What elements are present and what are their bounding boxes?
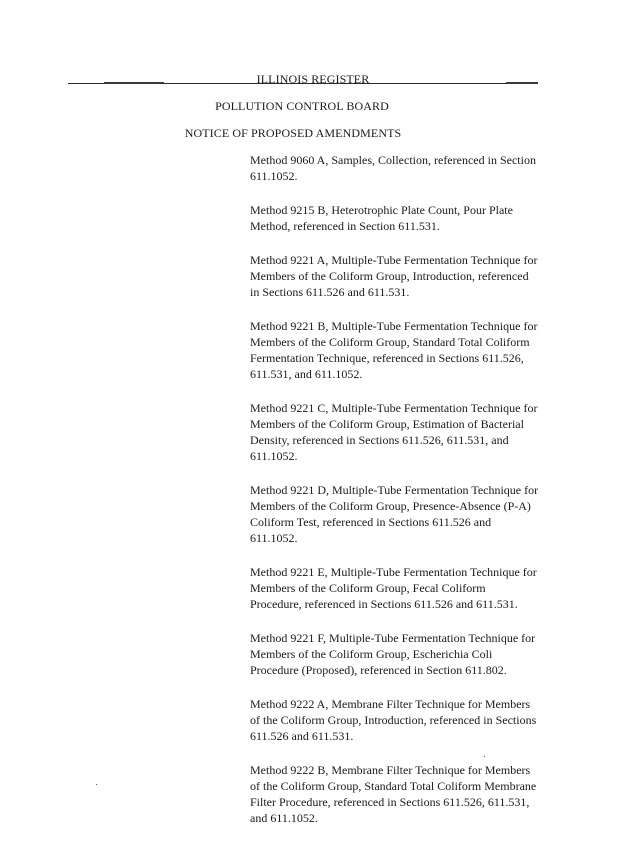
method-item: Method 9222 A, Membrane Filter Technique for Members of the Coliform Group, Introduction, referenced in Sections 611.526 and 611.531. bbox=[250, 697, 537, 743]
method-item: Method 9221 D, Multiple-Tube Fermentation Technique for Members of the Coliform Group, Presence-Absence (P-A) Coliform Test, referenced in Sections 611.526 and 611.1052. bbox=[250, 483, 539, 545]
method-item: Method 9221 A, Multiple-Tube Fermentation Technique for Members of the Coliform Group, Introduction, referenced in Sections 611.526 and 611.531. bbox=[250, 253, 538, 299]
method-item: Method 9222 B, Membrane Filter Technique for Members of the Coliform Group, Standard Total Coliform Membrane Filter Procedure, referenced in Sections 611.526, 611.531, and 611.1052. bbox=[250, 763, 537, 825]
register-title: ILLINOIS REGISTER bbox=[256, 72, 370, 86]
method-item: Method 9221 B, Multiple-Tube Fermentation Technique for Members of the Coliform Group, Standard Total Coliform Fermentation Technique, referenced in Sections 611.526, 611.531, and 611.1052. bbox=[250, 319, 538, 381]
method-item: Method 9215 B, Heterotrophic Plate Count, Pour Plate Method, referenced in Section 611.531. bbox=[250, 203, 513, 233]
method-item: Method 9221 F, Multiple-Tube Fermentation Technique for Members of the Coliform Group, Escherichia Coli Procedure (Proposed), referenced in Section 611.802. bbox=[250, 631, 536, 677]
board-name: POLLUTION CONTROL BOARD bbox=[215, 99, 389, 113]
method-list bbox=[250, 152, 540, 844]
scan-speck bbox=[96, 784, 97, 785]
method-item: Method 9060 A, Samples, Collection, referenced in Section 611.1052. bbox=[250, 153, 536, 183]
method-item: Method 9221 E, Multiple-Tube Fermentation Technique for Members of the Coliform Group, Fecal Coliform Procedure, referenced in Sections 611.526 and 611.531. bbox=[250, 565, 537, 611]
scan-speck bbox=[484, 756, 485, 757]
method-item: Method 9221 C, Multiple-Tube Fermentation Technique for Members of the Coliform Group, Estimation of Bacterial Density, referenced in Sections 611.526, 611.531, and 611.1052. bbox=[250, 401, 538, 463]
notice-title: NOTICE OF PROPOSED AMENDMENTS bbox=[184, 126, 402, 140]
